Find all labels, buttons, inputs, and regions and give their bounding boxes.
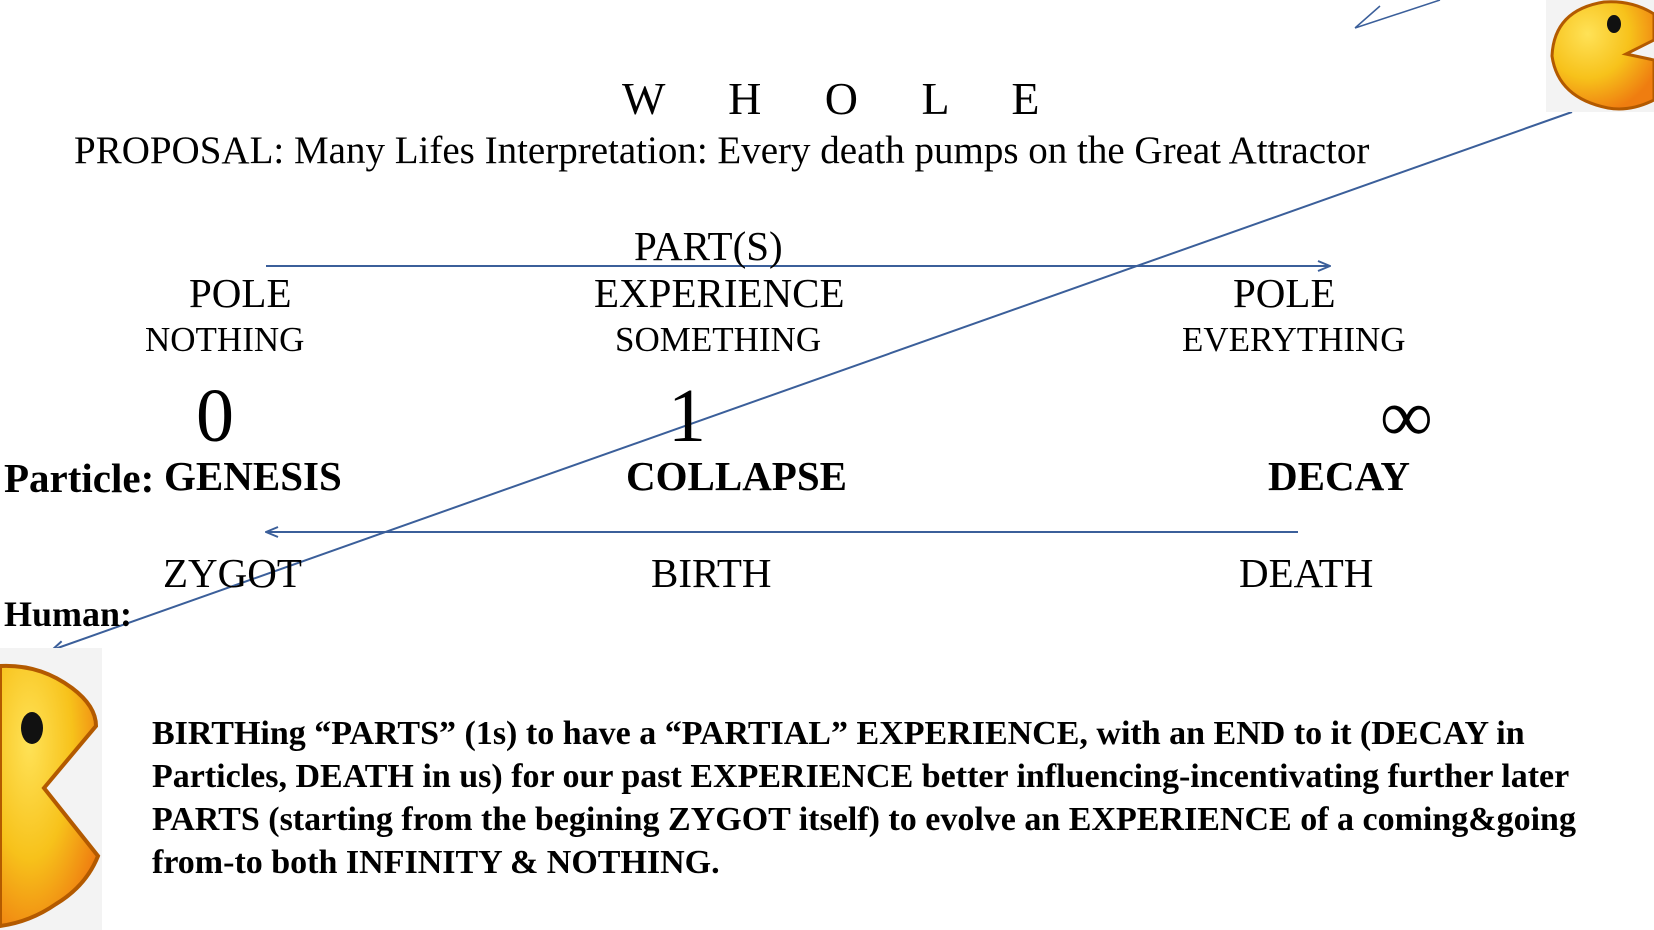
one-symbol: 1 xyxy=(668,374,706,458)
pole-heading-left: POLE xyxy=(189,270,292,316)
pacman-icon xyxy=(0,648,102,930)
human-row-label: Human: xyxy=(4,594,133,634)
decay-label: DECAY xyxy=(1268,453,1411,499)
experience-heading: EXPERIENCE xyxy=(594,270,845,316)
zero-symbol: 0 xyxy=(196,374,234,458)
zygot-label: ZYGOT xyxy=(163,550,302,596)
corner-stroke xyxy=(1355,0,1440,28)
collapse-label: COLLAPSE xyxy=(626,453,847,499)
page-title: W H O L E xyxy=(622,73,1066,124)
something-label: SOMETHING xyxy=(615,320,822,359)
nothing-label: NOTHING xyxy=(145,320,305,359)
everything-label: EVERYTHING xyxy=(1182,320,1406,359)
particle-row-label: Particle: xyxy=(4,455,155,501)
genesis-label: GENESIS xyxy=(164,453,342,499)
death-label: DEATH xyxy=(1239,550,1374,596)
birth-label: BIRTH xyxy=(651,550,772,596)
explanation-paragraph: BIRTHing “PARTS” (1s) to have a “PARTIAL” EXPERIENCE, with an END to it (DECAY in Particles, DEATH in us) for our past EXPERIENCE better influencing-incentivating further later PARTS (starting from the begining ZYGOT itself) to evolve an EXPERIENCE of a coming&going from-to both INFINITY & NOTHING. xyxy=(152,715,1576,881)
infinity-symbol: ∞ xyxy=(1380,376,1433,458)
proposal-subtitle: PROPOSAL: Many Lifes Interpretation: Every death pumps on the Great Attractor xyxy=(74,129,1370,172)
pole-heading-right: POLE xyxy=(1233,270,1336,316)
pacman-icon xyxy=(1546,0,1654,112)
parts-label: PART(S) xyxy=(634,223,783,269)
